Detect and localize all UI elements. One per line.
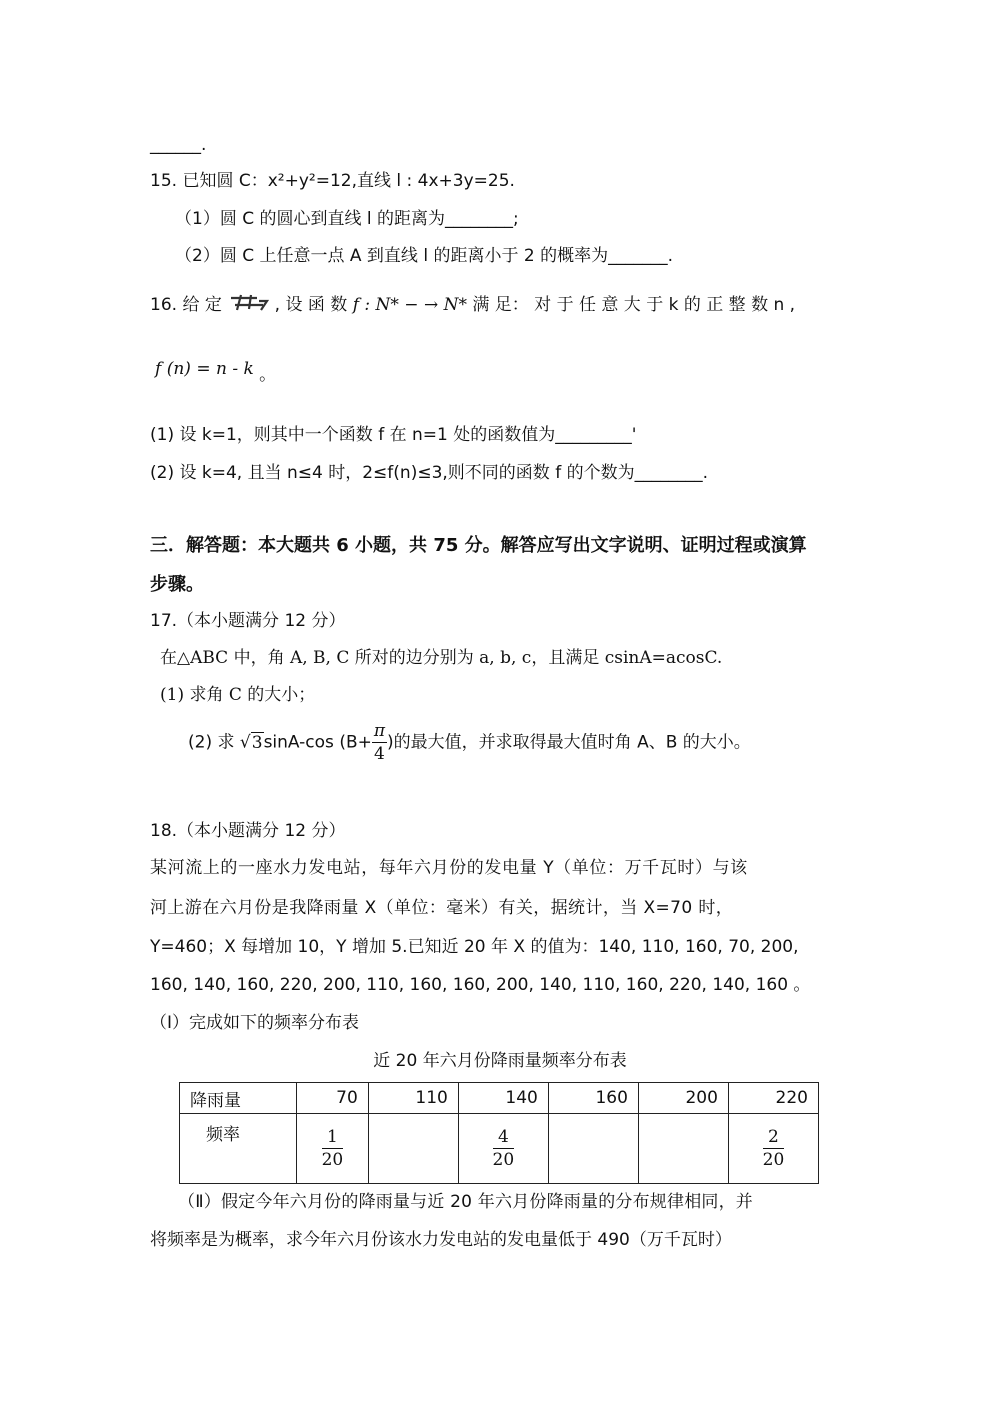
question-18-para-3: Y=460；X 每增加 10，Y 增加 5.已知近 20 年 X 的值为：140, 110, 160, 70, 200, [150, 937, 799, 957]
question-18-para-1: 某河流上的一座水力发电站，每年六月份的发电量 Y（单位：万千瓦时）与该 [150, 858, 748, 878]
freq-denominator: 20 [762, 1150, 785, 1170]
rainfall-value: 70 [297, 1083, 369, 1114]
garbled-formula-image [227, 292, 269, 318]
q16-mapping: f : N* − → N* [352, 295, 467, 315]
sqrt-expression: √3 [239, 732, 263, 753]
question-18-part-II: （Ⅱ）假定今年六月份的降雨量与近 20 年六月份降雨量的分布规律相同，并 [178, 1192, 754, 1212]
question-17-part-2 [188, 720, 751, 765]
freq-numerator: 4 [493, 1126, 515, 1149]
blank-line: ______. [150, 135, 207, 155]
question-18-para-2: 河上游在六月份是我降雨量 X（单位：毫米）有关，据统计，当 X=70 时， [150, 898, 734, 918]
question-15-part-2: （2）圆 C 上任意一点 A 到直线 l 的距离小于 2 的概率为_______. [175, 246, 673, 266]
frequency-cell [728, 1114, 818, 1184]
pi-over-four [372, 720, 387, 765]
section-3-heading-cont: 步骤。 [150, 574, 204, 595]
q16-formula: f (n) = n - k [155, 359, 254, 379]
question-17-body: 在△ABC 中，角 A, B, C 所对的边分别为 a, b, c，且满足 csinA=acosC. [160, 648, 723, 668]
q16-period: 。 [259, 365, 277, 385]
rainfall-header: 降雨量 [180, 1083, 297, 1114]
rainfall-value: 140 [458, 1083, 548, 1114]
frequency-table [179, 1082, 819, 1184]
question-17: 17.（本小题满分 12 分） [150, 611, 346, 631]
question-16-formula [155, 358, 277, 385]
question-18-part-I: （Ⅰ）完成如下的频率分布表 [150, 1013, 360, 1033]
frequency-cell [458, 1114, 548, 1184]
frequency-header: 频率 [180, 1114, 297, 1184]
q17-2-label: (2) 求 [188, 732, 235, 753]
table-row-rainfall [180, 1083, 819, 1114]
frequency-cell [297, 1114, 369, 1184]
sqrt-radicand: 3 [251, 732, 263, 753]
q17-2-sin-cos: sinA-cos (B+ [263, 732, 372, 753]
freq-denominator: 20 [321, 1150, 344, 1170]
rainfall-value: 220 [728, 1083, 818, 1114]
rainfall-value: 110 [368, 1083, 458, 1114]
frequency-cell-empty [368, 1114, 458, 1184]
rainfall-value: 200 [638, 1083, 728, 1114]
frequency-cell-empty [548, 1114, 638, 1184]
question-18: 18.（本小题满分 12 分） [150, 821, 346, 841]
table-row-frequency [180, 1114, 819, 1184]
question-16-part-2: (2) 设 k=4, 且当 n≤4 时，2≤f(n)≤3,则不同的函数 f 的个数为________. [150, 463, 708, 483]
rainfall-value: 160 [548, 1083, 638, 1114]
table-caption: 近 20 年六月份降雨量频率分布表 [373, 1051, 627, 1071]
question-15: 15. 已知圆 C：x²+y²=12,直线 l : 4x+3y=25. [150, 171, 515, 191]
frequency-cell-empty [638, 1114, 728, 1184]
q17-2-rest: )的最大值，并求取得最大值时角 A、B 的大小。 [387, 732, 751, 753]
q16-text-b: , 设 函 数 [274, 295, 348, 315]
four-denominator: 4 [374, 744, 385, 764]
section-3-heading: 三．解答题：本大题共 6 小题，共 75 分。解答应写出文字说明、证明过程或演算 [150, 535, 807, 556]
question-18-para-4: 160, 140, 160, 220, 200, 110, 160, 160, 200, 140, 110, 160, 220, 140, 160 。 [150, 975, 811, 995]
q16-text-c: 满 足： 对 于 任 意 大 于 k 的 正 整 数 n , [472, 295, 796, 315]
question-15-part-1: （1）圆 C 的圆心到直线 l 的距离为________; [175, 209, 519, 229]
freq-numerator: 2 [763, 1126, 785, 1149]
question-16 [150, 292, 795, 318]
freq-denominator: 20 [492, 1150, 515, 1170]
q16-label: 16. 给 定 [150, 295, 222, 315]
freq-numerator: 1 [322, 1126, 344, 1149]
pi-numerator: π [373, 721, 386, 741]
question-18-part-II-cont: 将频率是为概率，求今年六月份该水力发电站的发电量低于 490（万千瓦时） [150, 1230, 732, 1250]
question-16-part-1: (1) 设 k=1，则其中一个函数 f 在 n=1 处的函数值为_________' [150, 425, 637, 445]
question-17-part-1: (1) 求角 C 的大小； [160, 685, 316, 705]
